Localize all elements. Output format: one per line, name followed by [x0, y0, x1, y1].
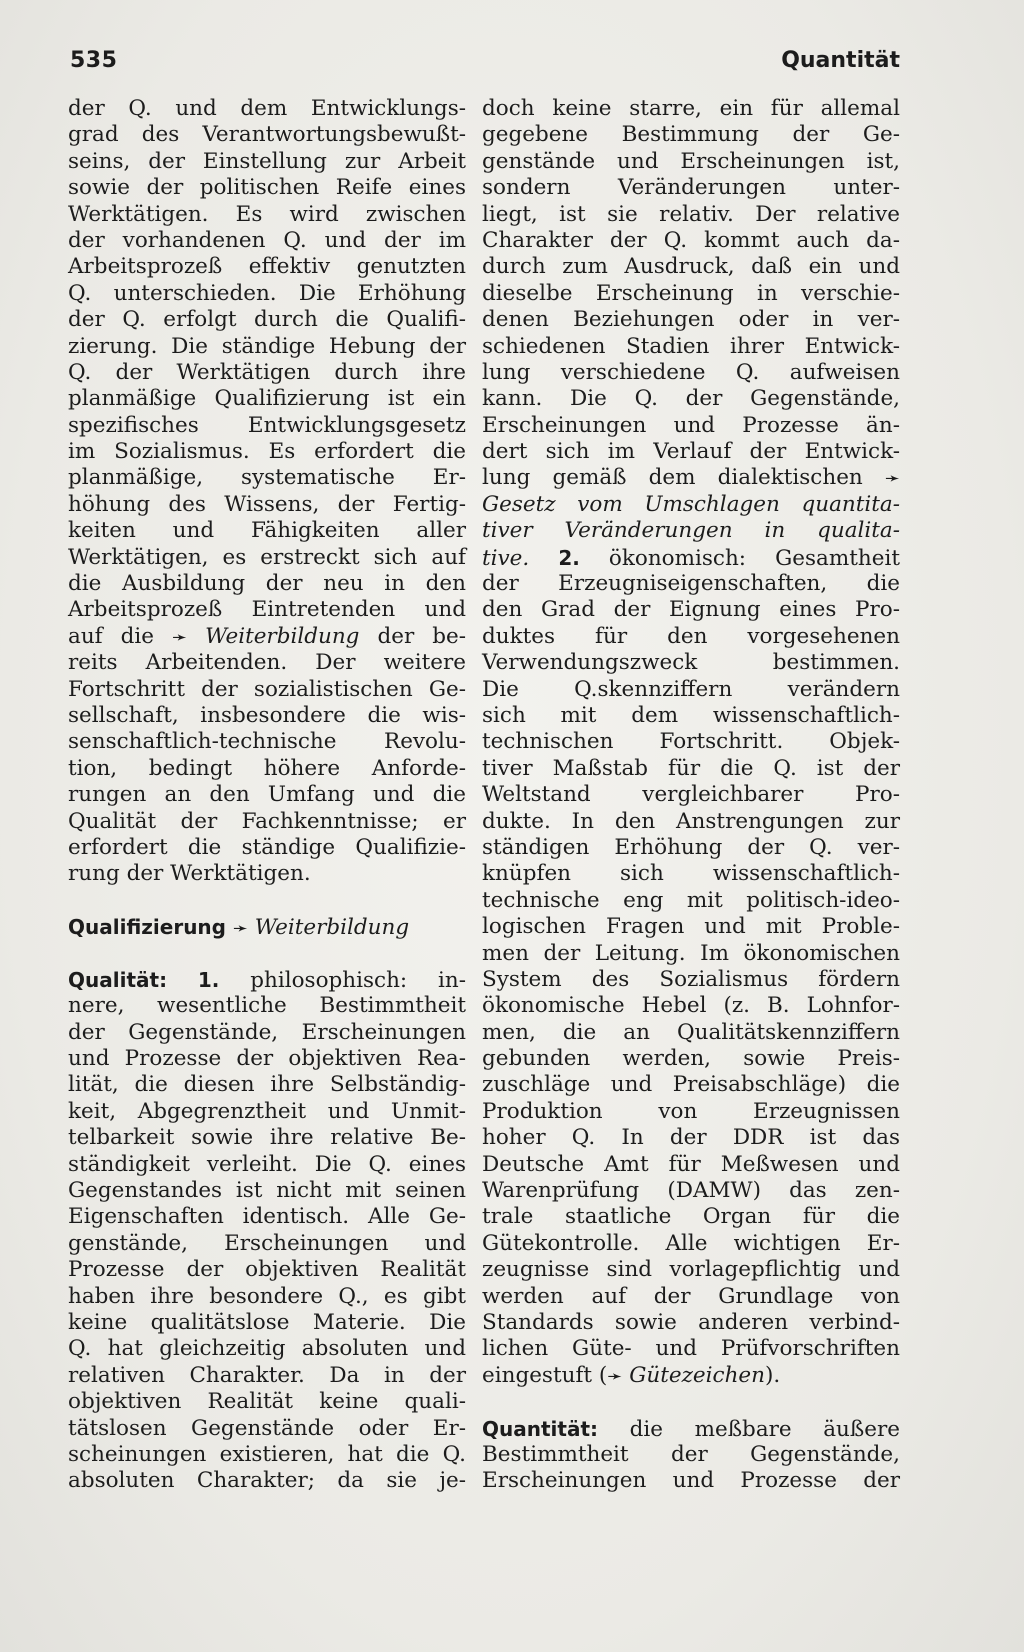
text-line: Prozesse der objektiven Realität [68, 1257, 466, 1283]
right-text-block-1 [482, 96, 900, 465]
entry-term: Qualifizierung [68, 915, 226, 940]
text-line: technischen Fortschritt. Objek- [482, 729, 900, 755]
text-line: denen Beziehungen oder in ver- [482, 307, 900, 333]
text-line-oekonomisch [482, 545, 900, 571]
text-line: sowie der politischen Reife eines [68, 175, 466, 201]
text-line: Arbeitsprozeß Eintretenden und [68, 597, 466, 623]
text-line: dukte. In den Anstrengungen zur [482, 808, 900, 834]
text-line: der Gegenstände, Erscheinungen [68, 1019, 466, 1045]
text-line: Produktion von Erzeugnissen [482, 1098, 900, 1124]
text-line: objektiven Realität keine quali- [68, 1389, 466, 1415]
text-line: senschaftlich-technische Revolu- [68, 729, 466, 755]
text-line: lichen Güte- und Prüfvorschriften [482, 1336, 900, 1362]
text-line: dieselbe Erscheinung in verschie- [482, 280, 900, 306]
text-line: Gegenstandes ist nicht mit seinen [68, 1178, 466, 1204]
text-line-guetezeichen [482, 1363, 900, 1389]
text-line: gebunden werden, sowie Preis- [482, 1046, 900, 1072]
paragraph-gap [68, 941, 466, 967]
text-fragment: ). [765, 1362, 781, 1388]
text-line: logischen Fragen und mit Proble- [482, 914, 900, 940]
cross-reference-link[interactable]: Weiterbildung [254, 915, 410, 941]
text-line: lung verschiedene Q. aufweisen [482, 359, 900, 385]
text-line: ständigkeit verleiht. Die Q. eines [68, 1151, 466, 1177]
text-line: die Ausbildung der neu in den [68, 571, 466, 597]
text-line: duktes für den vorgesehenen [482, 623, 900, 649]
entry-quantitaet-body [482, 1442, 900, 1495]
text-line-dialektischen [482, 465, 900, 491]
text-line: Qualität der Fachkenntnisse; er [68, 808, 466, 834]
text-line: zuschläge und Preisabschläge) die [482, 1072, 900, 1098]
left-text-block-1 [68, 96, 466, 624]
text-line: planmäßige, systematische Er- [68, 465, 466, 491]
text-line: System des Sozialismus fördern [482, 966, 900, 992]
text-line: keit, Abgegrenztheit und Unmit- [68, 1098, 466, 1124]
text-line: planmäßige Qualifizierung ist ein [68, 386, 466, 412]
text-line: scheinungen existieren, hat die Q. [68, 1441, 466, 1467]
text-line: men, die an Qualitätskennziffern [482, 1019, 900, 1045]
arrow-icon: ➛ [607, 1365, 623, 1387]
text-line: spezifisches Entwicklungsgesetz [68, 412, 466, 438]
arrow-icon: ➛ [172, 626, 188, 648]
text-line: technische eng mit politisch-ideo- [482, 887, 900, 913]
text-line: zierung. Die ständige Hebung der [68, 333, 466, 359]
text-line: zeugnisse sind vorlagepflichtig und [482, 1257, 900, 1283]
text-line: Werktätigen. Es wird zwischen [68, 201, 466, 227]
text-line: Charakter der Q. kommt auch da- [482, 227, 900, 253]
text-line: kann. Die Q. der Gegenstände, [482, 386, 900, 412]
text-line: reits Arbeitenden. Der weitere [68, 650, 466, 676]
text-line: der vorhandenen Q. und der im [68, 227, 466, 253]
text-line: werden auf der Grundlage von [482, 1283, 900, 1309]
text-line: telbarkeit sowie ihre relative Be- [68, 1125, 466, 1151]
entry-term: Qualität: [68, 967, 168, 992]
text-line: genstände, Erscheinungen und [68, 1230, 466, 1256]
text-line: Warenprüfung (DAMW) das zen- [482, 1178, 900, 1204]
text-line: Eigenschaften identisch. Alle Ge- [68, 1204, 466, 1230]
text-line: sellschaft, insbesondere die wis- [68, 702, 466, 728]
text-line: tätslosen Gegenstände oder Er- [68, 1415, 466, 1441]
text-line: knüpfen sich wissenschaftlich- [482, 861, 900, 887]
text-line: Werktätigen, es erstreckt sich auf [68, 544, 466, 570]
text-line: Arbeitsprozeß effektiv genutzten [68, 254, 466, 280]
text-fragment: lung gemäß dem dialektischen [482, 465, 863, 491]
text-line: durch zum Ausdruck, daß ein und [482, 254, 900, 280]
text-line: men der Leitung. Im ökonomischen [482, 940, 900, 966]
text-line: seins, der Einstellung zur Arbeit [68, 148, 466, 174]
arrow-icon: ➛ [884, 468, 900, 490]
text-line: den Grad der Eignung eines Pro- [482, 597, 900, 623]
text-line: Q. hat gleichzeitig absoluten und [68, 1336, 466, 1362]
text-line: Standards sowie anderen verbind- [482, 1309, 900, 1335]
entry-qualitaet-body [68, 993, 466, 1494]
text-line: und Prozesse der objektiven Rea- [68, 1046, 466, 1072]
cross-reference-link[interactable]: tiver Veränderungen in qualita- [482, 518, 900, 544]
right-column [482, 96, 900, 1495]
cross-reference-link[interactable]: Gütezeichen [629, 1362, 765, 1388]
entry-qualifizierung [68, 914, 466, 940]
text-fragment: die meßbare äußere [629, 1416, 900, 1442]
sense-number: 2. [558, 545, 580, 570]
text-fragment: der be- [377, 623, 466, 649]
text-line: sich mit dem wissenschaftlich- [482, 702, 900, 728]
sense-number: 1. [197, 967, 220, 992]
text-line: Bestimmtheit der Gegenstände, [482, 1441, 900, 1467]
cross-reference-link[interactable]: tive. [482, 545, 530, 571]
text-line: der Erzeugniseigenschaften, die [482, 571, 900, 597]
text-line: ständigen Erhöhung der Q. ver- [482, 834, 900, 860]
text-line: grad des Verantwortungsbewußt- [68, 122, 466, 148]
text-line: gegebene Bestimmung der Ge- [482, 122, 900, 148]
text-line: der Q. und dem Entwicklungs- [68, 96, 466, 121]
cross-reference-link[interactable]: Gesetz vom Umschlagen quantita- [482, 491, 900, 517]
text-line: Die Q.skennziffern verändern [482, 676, 900, 702]
left-column [68, 96, 466, 1495]
text-fragment: eingestuft ( [482, 1362, 608, 1388]
text-line: keiten und Fähigkeiten aller [68, 518, 466, 544]
text-line: Fortschritt der sozialistischen Ge- [68, 676, 466, 702]
text-line: dert sich im Verlauf der Entwick- [482, 439, 900, 465]
text-fragment: philosophisch: in- [250, 967, 466, 993]
text-line: rungen an den Umfang und die [68, 782, 466, 808]
text-line: erfordert die ständige Qualifizie- [68, 834, 466, 860]
text-line: lität, die diesen ihre Selbständig- [68, 1072, 466, 1098]
text-fragment: auf die [68, 623, 154, 649]
cross-reference-link[interactable]: Weiterbildung [205, 623, 360, 649]
text-line: schiedenen Stadien ihrer Entwick- [482, 333, 900, 359]
entry-quantitaet-first-line [482, 1416, 900, 1442]
text-fragment: ökonomisch: Gesamtheit [608, 545, 900, 571]
text-line: absoluten Charakter; da sie je- [68, 1468, 466, 1494]
text-line: Weltstand vergleichbarer Pro- [482, 782, 900, 808]
text-line: der Q. erfolgt durch die Qualifi- [68, 307, 466, 333]
text-line: Q. unterschieden. Die Erhöhung [68, 280, 466, 306]
text-line: Erscheinungen und Prozesse än- [482, 412, 900, 438]
text-line: im Sozialismus. Es erfordert die [68, 439, 466, 465]
left-text-block-2 [68, 650, 466, 888]
text-line: hoher Q. In der DDR ist das [482, 1125, 900, 1151]
text-line: keine qualitätslose Materie. Die [68, 1309, 466, 1335]
text-line: rung der Werktätigen. [68, 861, 311, 887]
text-line: Verwendungszweck bestimmen. [482, 650, 900, 676]
entry-term: Quantität: [482, 1416, 599, 1441]
text-line: haben ihre besondere Q., es gibt [68, 1283, 466, 1309]
text-line: ökonomische Hebel (z. B. Lohnfor- [482, 993, 900, 1019]
running-title: Quantität [781, 48, 900, 73]
right-text-block-2 [482, 571, 900, 1363]
text-line: tion, bedingt höhere Anforde- [68, 755, 466, 781]
text-line: liegt, ist sie relativ. Der relative [482, 201, 900, 227]
text-line: Deutsche Amt für Meßwesen und [482, 1151, 900, 1177]
text-line: trale staatliche Organ für die [482, 1204, 900, 1230]
entry-qualitaet-first-line [68, 967, 466, 993]
text-line: Q. der Werktätigen durch ihre [68, 359, 466, 385]
text-line: nere, wesentliche Bestimmtheit [68, 993, 466, 1019]
page-number: 535 [70, 48, 118, 73]
paragraph-gap [482, 1389, 900, 1415]
text-line: höhung des Wissens, der Fertig- [68, 491, 466, 517]
text-line: tiver Maßstab für die Q. ist der [482, 755, 900, 781]
paragraph-gap [68, 888, 466, 914]
text-line: doch keine starre, ein für allemal [482, 96, 900, 121]
text-line-weiterbildung [68, 624, 466, 650]
text-line: genstände und Erscheinungen ist, [482, 148, 900, 174]
text-line: Gütekontrolle. Alle wichtigen Er- [482, 1230, 900, 1256]
text-line: relativen Charakter. Da in der [68, 1362, 466, 1388]
text-line: sondern Veränderungen unter- [482, 175, 900, 201]
text-line: Erscheinungen und Prozesse der [482, 1468, 900, 1494]
arrow-icon: ➛ [232, 918, 248, 940]
